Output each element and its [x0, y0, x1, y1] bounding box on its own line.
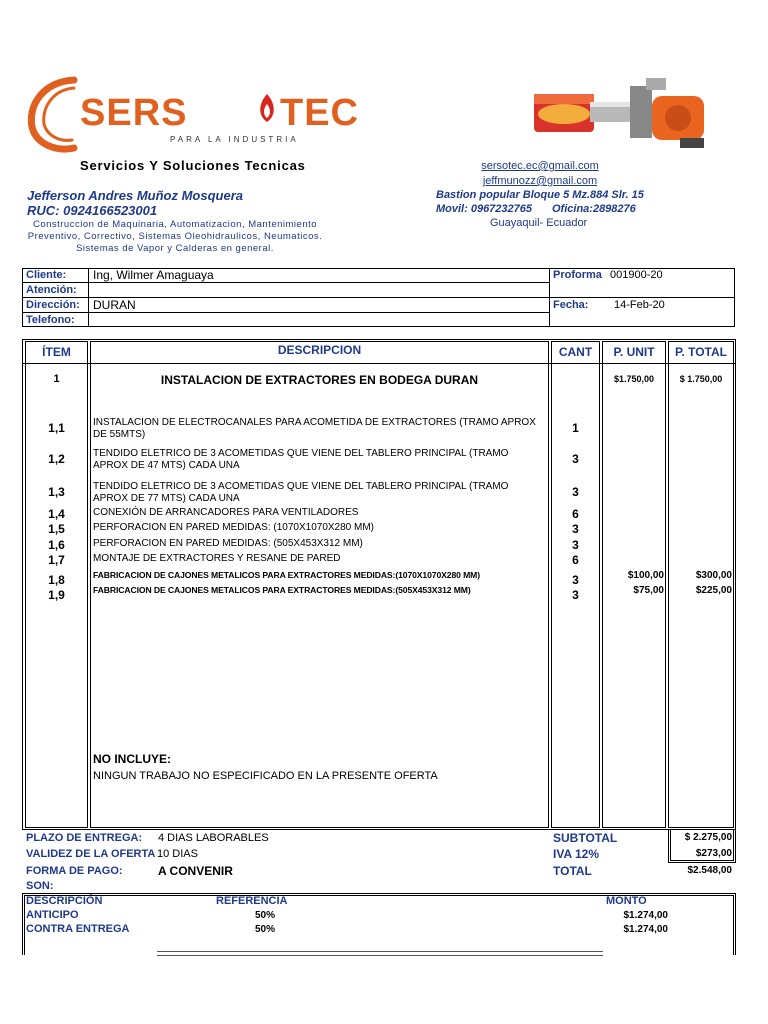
- payment-header-monto: MONTO: [606, 895, 647, 907]
- payment-row-desc: CONTRA ENTREGA: [26, 923, 130, 935]
- row-description: CONEXIÓN DE ARRANCADORES PARA VENTILADORES: [93, 507, 359, 518]
- row-description: TENDIDO ELETRICO DE 3 ACOMETIDAS QUE VIENE DEL TABLERO PRINCIPAL (TRAMO APROX DE 77 MTS) CADA UNA: [93, 481, 509, 504]
- proforma-number: 001900-20: [610, 269, 663, 281]
- row-cant: 3: [572, 452, 579, 466]
- cliente-value: Ing, Wilmer Amaguaya: [93, 268, 214, 282]
- row-cant: 6: [572, 553, 579, 567]
- row-description: MONTAJE DE EXTRACTORES Y RESANE DE PARED: [93, 553, 341, 564]
- row-cant: 3: [572, 522, 579, 536]
- payment-row-monto: $1.274,00: [623, 910, 668, 921]
- plazo-label: PLAZO DE ENTREGA:: [26, 832, 143, 844]
- forma-pago-value: A CONVENIR: [158, 864, 233, 878]
- phone-mobile: Movil: 0967232765: [436, 203, 533, 215]
- row-description: INSTALACION DE ELECTROCANALES PARA ACOMETIDA DE EXTRACTORES (TRAMO APROX DE 55MTS): [93, 417, 536, 440]
- ruc-number: RUC: 0924166523001: [27, 203, 158, 218]
- no-incluye-title: NO INCLUYE:: [93, 752, 171, 766]
- payment-row-ref: 50%: [255, 924, 276, 935]
- payment-header-desc: DESCRIPCIÓN: [26, 895, 103, 907]
- row-punit: $100,00: [627, 570, 664, 581]
- telefono-label: Telefono:: [26, 314, 75, 326]
- main-item-punit: $1.750,00: [613, 374, 655, 384]
- signature-line: [157, 951, 603, 956]
- total-label: TOTAL: [553, 864, 592, 878]
- logo-tagline: PARA LA INDUSTRIA: [170, 135, 299, 144]
- company-title: Servicios Y Soluciones Tecnicas: [80, 158, 306, 173]
- payment-header-ref: REFERENCIA: [216, 895, 288, 907]
- forma-pago-label: FORMA DE PAGO:: [26, 865, 123, 877]
- row-description: FABRICACION DE CAJONES METALICOS PARA EXTRACTORES MEDIDAS:(505X453X312 MM): [93, 585, 471, 595]
- row-description: PERFORACION EN PARED MEDIDAS: (1070X1070X280 MM): [93, 522, 375, 533]
- phone-office: Oficina:2898276: [552, 203, 636, 215]
- fecha-label: Fecha:: [553, 299, 589, 311]
- validez-value: 10 DIAS: [157, 848, 198, 860]
- payment-row-ref: 50%: [255, 910, 276, 921]
- svg-text:TEC: TEC: [280, 92, 359, 134]
- email-primary[interactable]: sersotec.ec@gmail.com: [481, 160, 599, 172]
- burner-illustration: [530, 72, 720, 154]
- no-incluye-text: NINGUN TRABAJO NO ESPECIFICADO EN LA PRESENTE OFERTA: [93, 770, 438, 782]
- iva-label: IVA 12%: [553, 847, 600, 861]
- row-punit: $75,00: [633, 585, 664, 596]
- fecha-value: 14-Feb-20: [614, 299, 665, 311]
- main-item-ptotal: $ 1.750,00: [679, 374, 723, 384]
- plazo-value: 4 DIAS LABORABLES: [158, 832, 269, 844]
- direccion-value: DURAN: [93, 298, 136, 312]
- row-item-number: 1,5: [48, 522, 65, 536]
- row-description: TENDIDO ELETRICO DE 3 ACOMETIDAS QUE VIENE DEL TABLERO PRINCIPAL (TRAMO APROX DE 47 MTS) CADA UNA: [93, 448, 509, 471]
- main-item-description: INSTALACION DE EXTRACTORES EN BODEGA DURAN: [160, 373, 479, 387]
- company-city: Guayaquil- Ecuador: [490, 217, 588, 229]
- row-cant: 3: [572, 588, 579, 602]
- company-address: Bastion popular Bloque 5 Mz.884 Slr. 15: [436, 189, 644, 201]
- cliente-label: Cliente:: [26, 269, 67, 281]
- row-item-number: 1,9: [48, 588, 65, 602]
- row-item-number: 1,2: [48, 452, 65, 466]
- subtotal-label: SUBTOTAL: [553, 831, 618, 845]
- row-item-number: 1,8: [48, 573, 65, 587]
- col-header-cant: CANT: [558, 345, 593, 359]
- services-line-1: Construccion de Maquinaria, Automatizacion, Mantenimiento: [32, 219, 318, 230]
- owner-name: Jefferson Andres Muñoz Mosquera: [27, 188, 243, 203]
- subtotal-value: $ 2.275,00: [684, 832, 732, 843]
- row-description: PERFORACION EN PARED MEDIDAS: (505X453X312 MM): [93, 538, 363, 549]
- row-description: FABRICACION DE CAJONES METALICOS PARA EXTRACTORES MEDIDAS:(1070X1070X280 MM): [93, 570, 480, 580]
- row-ptotal: $225,00: [695, 585, 732, 596]
- row-item-number: 1,4: [48, 507, 65, 521]
- col-header-descripcion: DESCRIPCION: [277, 343, 362, 357]
- iva-value: $273,00: [695, 848, 732, 859]
- row-cant: 6: [572, 507, 579, 521]
- row-ptotal: $300,00: [695, 570, 732, 581]
- direccion-label: Dirección:: [26, 299, 80, 311]
- son-label: SON:: [26, 880, 54, 892]
- row-item-number: 1,1: [48, 421, 65, 435]
- row-cant: 1: [572, 421, 579, 435]
- total-value: $2.548,00: [687, 865, 732, 876]
- company-logo: [22, 72, 359, 152]
- row-item-number: 1,3: [48, 485, 65, 499]
- atencion-label: Atención:: [26, 284, 77, 296]
- col-header-ptotal: P. TOTAL: [674, 345, 727, 359]
- svg-text:SERS: SERS: [80, 92, 188, 134]
- col-header-punit: P. UNIT: [613, 345, 655, 359]
- proforma-label: Proforma: [553, 269, 602, 281]
- services-line-3: Sistemas de Vapor y Calderas en general.: [76, 243, 274, 254]
- main-item-number: 1: [53, 373, 60, 385]
- email-secondary[interactable]: jeffmunozz@gmail.com: [482, 175, 598, 187]
- validez-label: VALIDEZ DE LA OFERTA: [26, 848, 156, 860]
- row-item-number: 1,6: [48, 538, 65, 552]
- row-item-number: 1,7: [48, 553, 65, 567]
- row-cant: 3: [572, 538, 579, 552]
- payment-row-monto: $1.274,00: [623, 924, 668, 935]
- payment-row-desc: ANTICIPO: [26, 909, 79, 921]
- row-cant: 3: [572, 573, 579, 587]
- col-header-item: ÍTEM: [42, 345, 71, 359]
- row-cant: 3: [572, 485, 579, 499]
- services-line-2: Preventivo, Correctivo, Sistemas Oleohidraulicos, Neumaticos.: [27, 231, 323, 242]
